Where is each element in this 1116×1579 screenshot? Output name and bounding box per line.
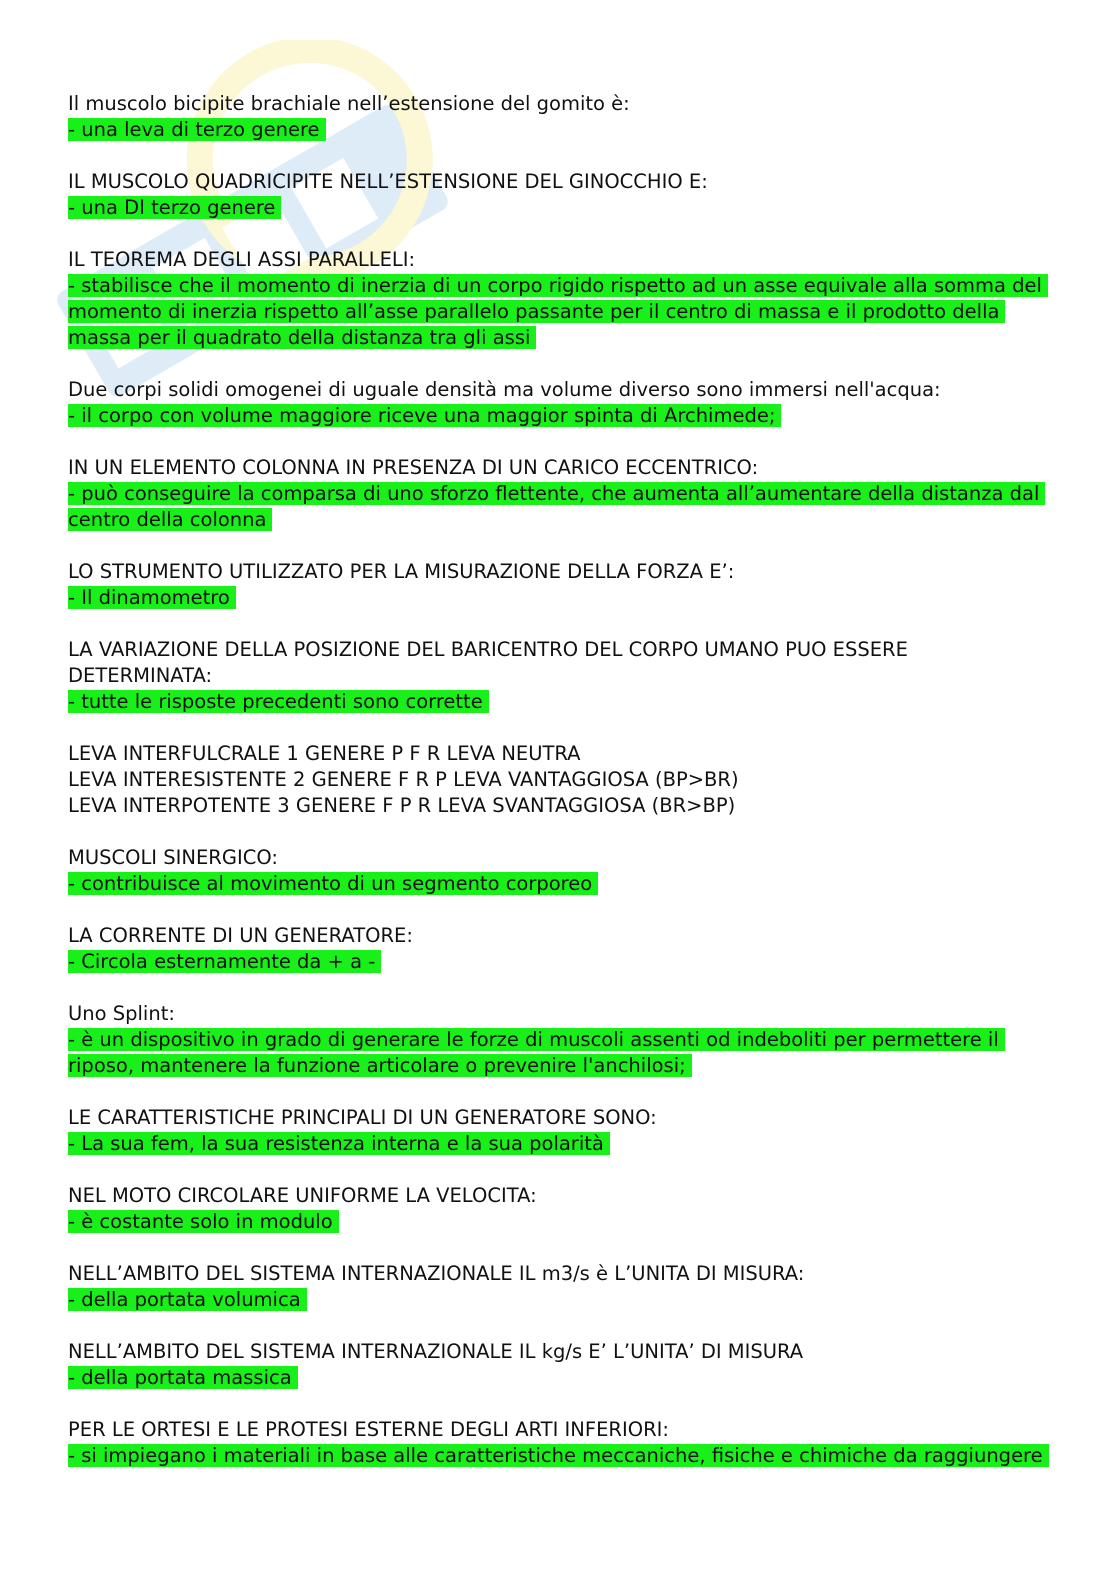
highlighted-answer: - si impiegano i materiali in base alle caratteristiche meccaniche, fisiche e chimiche da raggiungere <box>68 1444 1049 1467</box>
highlighted-answer: - contribuisce al movimento di un segmento corporeo <box>68 872 598 895</box>
lever-line: LEVA INTERESISTENTE 2 GENERE F R P LEVA VANTAGGIOSA (BP>BR) <box>68 768 739 791</box>
lever-line: LEVA INTERPOTENTE 3 GENERE F P R LEVA SVANTAGGIOSA (BR>BP) <box>68 794 736 817</box>
lever-summary <box>68 741 1058 819</box>
question-text: MUSCOLI SINERGICO: <box>68 846 278 869</box>
document-body <box>68 91 1058 1495</box>
question-text: NELL’AMBITO DEL SISTEMA INTERNAZIONALE IL kg/s E’ L’UNITA’ DI MISURA <box>68 1340 804 1363</box>
qa-block <box>68 169 1058 221</box>
qa-block <box>68 637 1058 715</box>
question-text: Il muscolo bicipite brachiale nell’estensione del gomito è: <box>68 92 630 115</box>
question-text: Uno Splint: <box>68 1002 175 1025</box>
question-text: LO STRUMENTO UTILIZZATO PER LA MISURAZIONE DELLA FORZA E’: <box>68 560 735 583</box>
qa-block <box>68 1339 1058 1391</box>
qa-block <box>68 1183 1058 1235</box>
question-text: IL TEOREMA DEGLI ASSI PARALLELI: <box>68 248 416 271</box>
qa-block <box>68 559 1058 611</box>
qa-block <box>68 1001 1058 1079</box>
question-text: NELL’AMBITO DEL SISTEMA INTERNAZIONALE IL m3/s è L’UNITA DI MISURA: <box>68 1262 805 1285</box>
qa-block <box>68 247 1058 351</box>
question-text: LE CARATTERISTICHE PRINCIPALI DI UN GENERATORE SONO: <box>68 1106 657 1129</box>
highlighted-answer: - Il dinamometro <box>68 586 236 609</box>
lever-line: LEVA INTERFULCRALE 1 GENERE P F R LEVA NEUTRA <box>68 742 581 765</box>
question-text: NEL MOTO CIRCOLARE UNIFORME LA VELOCITA: <box>68 1184 537 1207</box>
highlighted-answer: - è costante solo in modulo <box>68 1210 339 1233</box>
highlighted-answer: - tutte le risposte precedenti sono corrette <box>68 690 489 713</box>
highlighted-answer: - della portata massica <box>68 1366 298 1389</box>
highlighted-answer: - La sua fem, la sua resistenza interna e la sua polarità <box>68 1132 610 1155</box>
qa-block <box>68 91 1058 143</box>
qa-block <box>68 845 1058 897</box>
highlighted-answer: - una DI terzo genere <box>68 196 281 219</box>
highlighted-answer: - è un dispositivo in grado di generare le forze di muscoli assenti od indeboliti per permettere il riposo, mantenere la funzione articolare o prevenire l'anchilosi; <box>68 1028 1005 1077</box>
question-text: LA VARIAZIONE DELLA POSIZIONE DEL BARICENTRO DEL CORPO UMANO PUO ESSERE DETERMINATA: <box>68 638 915 687</box>
highlighted-answer: - una leva di terzo genere <box>68 118 326 141</box>
question-text: LA CORRENTE DI UN GENERATORE: <box>68 924 413 947</box>
highlighted-answer: - della portata volumica <box>68 1288 307 1311</box>
qa-block <box>68 455 1058 533</box>
question-text: PER LE ORTESI E LE PROTESI ESTERNE DEGLI ARTI INFERIORI: <box>68 1418 669 1441</box>
question-text: IN UN ELEMENTO COLONNA IN PRESENZA DI UN CARICO ECCENTRICO: <box>68 456 759 479</box>
qa-block <box>68 1417 1058 1469</box>
highlighted-answer: - stabilisce che il momento di inerzia di un corpo rigido rispetto ad un asse equivale alla somma del momento di inerzia rispetto all’asse parallelo passante per il centro di massa e il prodotto della massa per il quadrato della distanza tra gli assi <box>68 274 1048 349</box>
qa-block <box>68 1105 1058 1157</box>
qa-block <box>68 1261 1058 1313</box>
question-text: Due corpi solidi omogenei di uguale densità ma volume diverso sono immersi nell'acqua: <box>68 378 941 401</box>
qa-block <box>68 377 1058 429</box>
highlighted-answer: - Circola esternamente da + a - <box>68 950 381 973</box>
qa-block <box>68 923 1058 975</box>
highlighted-answer: - il corpo con volume maggiore riceve una maggior spinta di Archimede; <box>68 404 781 427</box>
question-text: IL MUSCOLO QUADRICIPITE NELL’ESTENSIONE DEL GINOCCHIO E: <box>68 170 708 193</box>
highlighted-answer: - può conseguire la comparsa di uno sforzo flettente, che aumenta all’aumentare della distanza dal centro della colonna <box>68 482 1045 531</box>
